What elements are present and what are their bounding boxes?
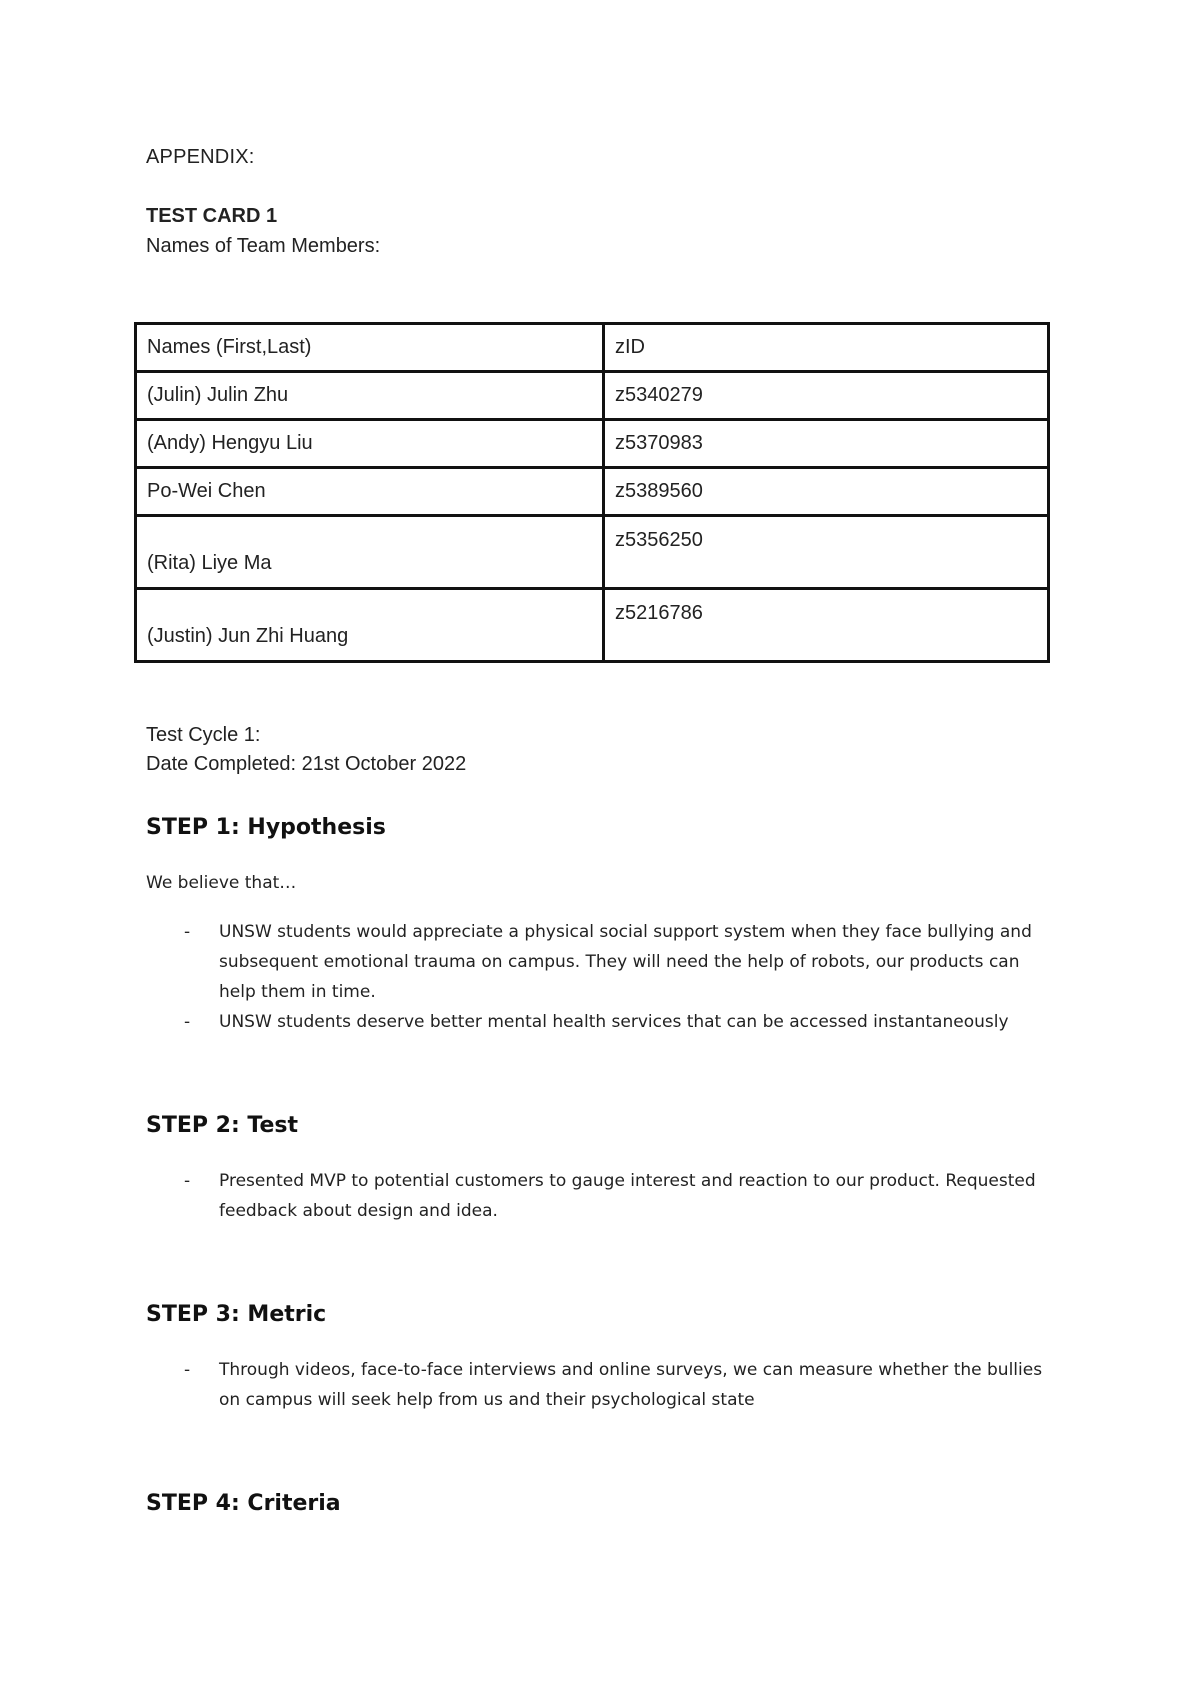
member-name-cell: Po-Wei Chen xyxy=(136,468,604,516)
bullet-marker: - xyxy=(184,1360,191,1380)
step1-bullet1-line3: help them in time. xyxy=(219,982,376,1002)
step4-heading: STEP 4: Criteria xyxy=(146,1491,341,1516)
table-row xyxy=(136,468,1049,516)
step3-bullet1-line2: on campus will seek help from us and their psychological state xyxy=(219,1390,755,1410)
member-zid-cell: z5356250 xyxy=(604,516,1049,589)
member-name-cell: (Rita) Liye Ma xyxy=(136,516,604,589)
table-row xyxy=(136,420,1049,468)
test-cycle-label: Test Cycle 1: xyxy=(146,724,261,746)
step1-heading: STEP 1: Hypothesis xyxy=(146,815,386,840)
step3-bullet1-line1: Through videos, face-to-face interviews and online surveys, we can measure whether the bullies xyxy=(219,1360,1043,1380)
member-zid-cell: z5216786 xyxy=(604,589,1049,662)
bullet-marker: - xyxy=(184,1012,191,1032)
step1-bullet1-line2: subsequent emotional trauma on campus. They will need the help of robots, our products can xyxy=(219,952,1020,972)
bullet-marker: - xyxy=(184,1171,191,1191)
appendix-label: APPENDIX: xyxy=(146,146,255,168)
zid-column-header: zID xyxy=(604,324,1049,372)
member-zid-cell: z5340279 xyxy=(604,372,1049,420)
member-name-cell: (Andy) Hengyu Liu xyxy=(136,420,604,468)
step3-heading: STEP 3: Metric xyxy=(146,1302,327,1327)
team-members-table xyxy=(134,322,1050,663)
member-name-cell: (Julin) Julin Zhu xyxy=(136,372,604,420)
step1-bullet2-line1: UNSW students deserve better mental health services that can be accessed instantaneously xyxy=(219,1012,1009,1032)
step2-bullet1-line2: feedback about design and idea. xyxy=(219,1201,498,1221)
names-column-header: Names (First,Last) xyxy=(136,324,604,372)
member-name-cell: (Justin) Jun Zhi Huang xyxy=(136,589,604,662)
table-row xyxy=(136,516,1049,589)
test-card-title: TEST CARD 1 xyxy=(146,205,278,227)
table-row xyxy=(136,589,1049,662)
date-completed-label: Date Completed: 21st October 2022 xyxy=(146,753,467,775)
table-row xyxy=(136,372,1049,420)
step1-intro: We believe that… xyxy=(146,873,297,893)
member-zid-cell: z5370983 xyxy=(604,420,1049,468)
step2-heading: STEP 2: Test xyxy=(146,1113,299,1138)
team-members-label: Names of Team Members: xyxy=(146,235,381,257)
step1-bullet1-line1: UNSW students would appreciate a physical social support system when they face bullying and xyxy=(219,922,1032,942)
table-header-row xyxy=(136,324,1049,372)
bullet-marker: - xyxy=(184,922,191,942)
member-zid-cell: z5389560 xyxy=(604,468,1049,516)
step2-bullet1-line1: Presented MVP to potential customers to gauge interest and reaction to our product. Requested xyxy=(219,1171,1036,1191)
